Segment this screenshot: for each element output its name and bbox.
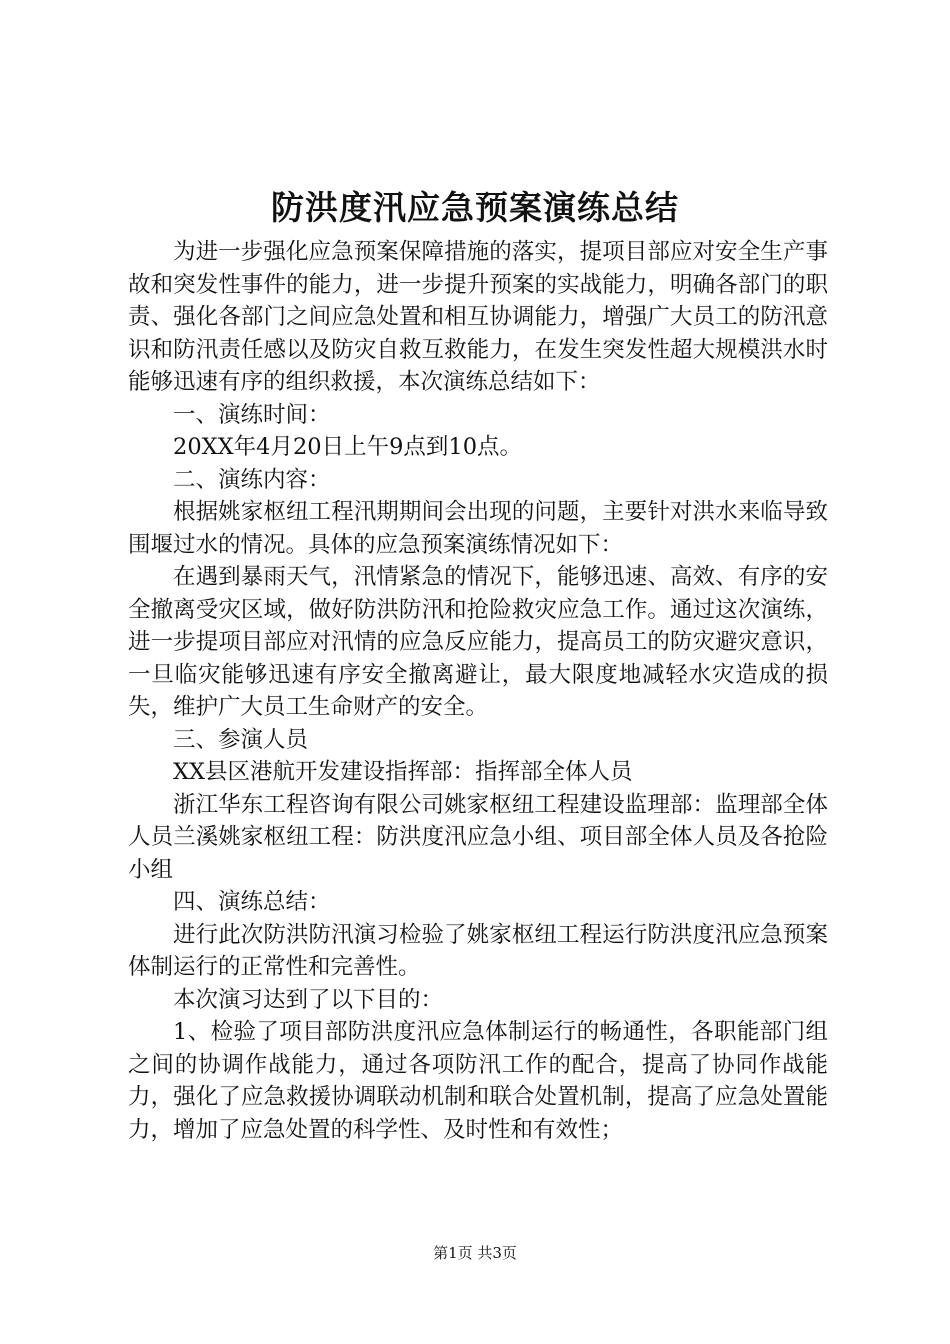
paragraph-participants-hq: XX县区港航开发建设指挥部：指挥部全体人员 (173, 759, 633, 785)
heading-participants: 三、参演人员 (173, 726, 309, 753)
document-title: 防洪度汛应急预案演练总结 (271, 188, 679, 227)
paragraph-goals-intro: 本次演习达到了以下目的： (173, 986, 444, 1013)
heading-summary: 四、演练总结： (173, 889, 331, 915)
paragraph-drill-content: 根据姚家枢纽工程汛期期间会出现的问题，主要针对洪水来临导致围堰过水的情况。具体的应急预案演练情况如下： (128, 499, 828, 558)
paragraph-goal-1: 1、检验了项目部防洪度汛应急体制运行的畅通性，各职能部门组之间的协调作战能力，通过各项防汛工作的配合，提高了协同作战能力，强化了应急救援协调联动机制和联合处置机制，提高了应急处置能力，增加了应急处置的科学性、及时性和有效性； (128, 1019, 828, 1143)
paragraph-drill-time: 20XX年4月20日上午9点到10点。 (173, 434, 523, 460)
page-number: 第1页 共3页 (433, 1244, 517, 1262)
paragraph-intro: 为进一步强化应急预案保障措施的落实，提项目部应对安全生产事故和突发性事件的能力，进一步提升预案的实战能力，明确各部门的职责、强化各部门之间应急处置和相互协调能力，增强广大员工的防汛意识和防汛责任感以及防灾自救互救能力，在发生突发性超大规模洪水时能够迅速有序的组织救援，本次演练总结如下： (128, 239, 828, 395)
paragraph-participants-supervision: 浙江华东工程咨询有限公司姚家枢纽工程建设监理部：监理部全体人员兰溪姚家枢纽工程：防洪度汛应急小组、项目部全体人员及各抢险小组 (128, 791, 828, 883)
document-body (128, 236, 828, 1146)
paragraph-summary: 进行此次防洪防汛演习检验了姚家枢纽工程运行防洪度汛应急预案体制运行的正常性和完善性。 (128, 921, 828, 980)
heading-drill-content: 二、演练内容： (173, 466, 331, 493)
heading-drill-time: 一、演练时间： (173, 401, 331, 428)
paragraph-drill-details: 在遇到暴雨天气，汛情紧急的情况下，能够迅速、高效、有序的安全撤离受灾区域，做好防洪防汛和抢险救灾应急工作。通过这次演练，进一步提项目部应对汛情的应急反应能力，提高员工的防灾避灾意识，一旦临灾能够迅速有序安全撤离避让，最大限度地减轻水灾造成的损失，维护广大员工生命财产的安全。 (128, 564, 828, 720)
